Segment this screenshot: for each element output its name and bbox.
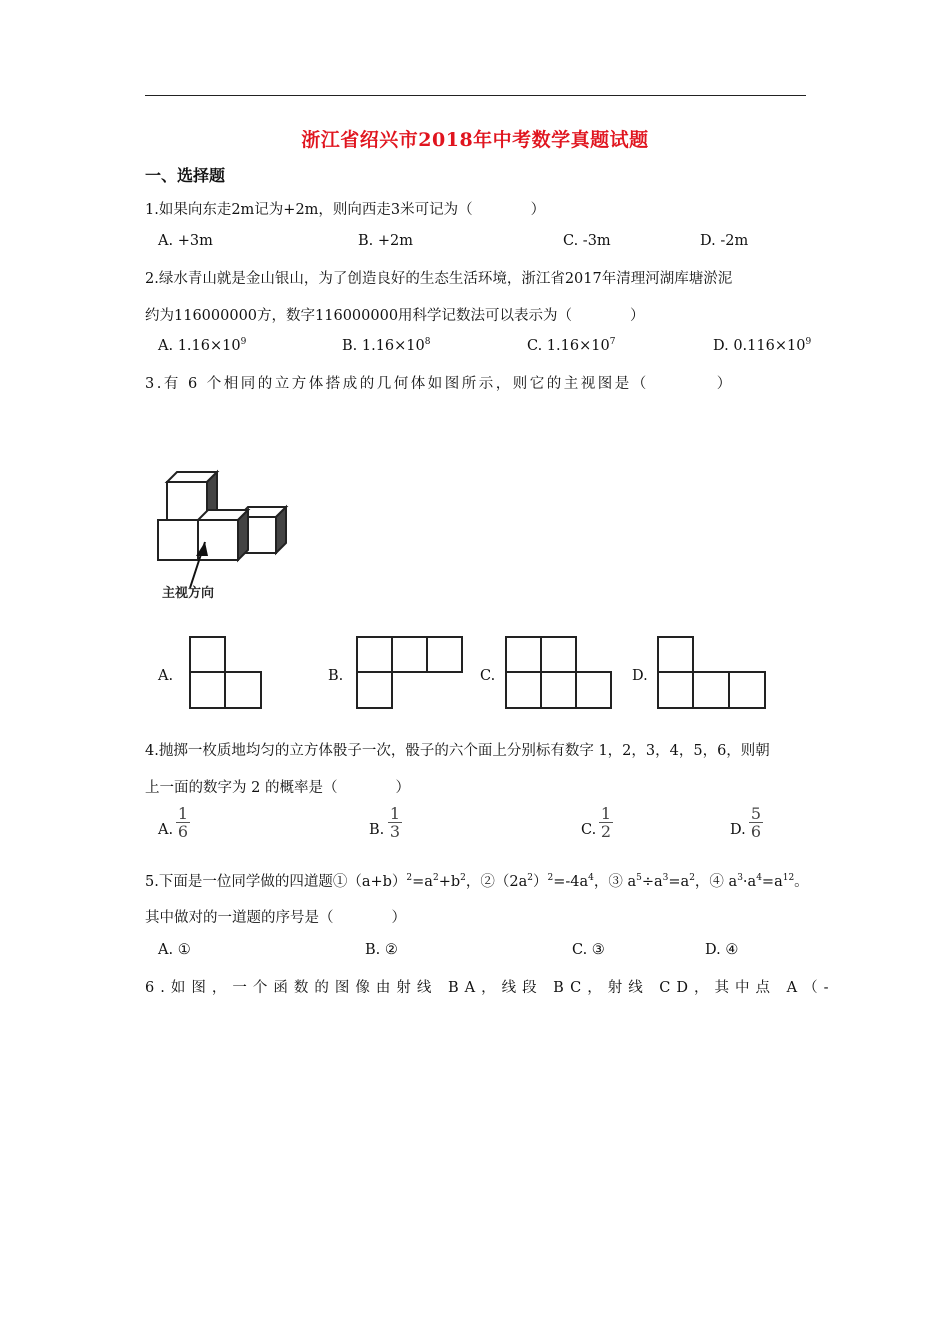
q5-option-b: B. ② — [365, 942, 398, 958]
q4-option-c-fraction: $\frac{1}{2}$ — [600, 804, 612, 841]
q2-option-c: C. $1.16\times 10^7$ — [527, 337, 616, 354]
q3-option-a-figure — [189, 636, 263, 710]
question-1: 1.如果向东走2m记为+2m，则向西走3米可记为（ ） — [145, 202, 546, 218]
question-2-line-1: 2.绿水青山就是金山银山，为了创造良好的生态生活环境，浙江省2017年清理河湖库塘淤泥 — [145, 271, 733, 287]
q5-option-a: A. ① — [158, 942, 191, 958]
q3-option-d-label: D. — [632, 668, 648, 684]
q4-option-a-fraction: $\frac{1}{6}$ — [177, 804, 189, 841]
question-4-line-2: 上一面的数字为 2 的概率是（ ） — [145, 780, 410, 796]
q2-option-a: A. $1.16\times 10^9$ — [158, 337, 247, 354]
q2-option-b: B. $1.16\times 10^8$ — [342, 337, 431, 354]
q2-option-d: D. $0.116\times 10^9$ — [713, 337, 812, 354]
question-5-line-2: 其中做对的一道题的序号是（ ） — [145, 910, 406, 926]
page-title: 浙江省绍兴市2018年中考数学真题试题 — [301, 129, 649, 151]
q4-option-d-label: D. — [730, 822, 746, 838]
question-4-line-1: 4.抛掷一枚质地均匀的立方体骰子一次，骰子的六个面上分别标有数字 1，2，3，4，5，6，则朝 — [145, 743, 770, 759]
q3-option-b-figure — [356, 636, 464, 710]
q3-option-b-label: B. — [328, 668, 344, 684]
view-direction-caption: 主视方向 — [162, 586, 215, 601]
q3-option-c-figure — [505, 636, 613, 710]
q4-option-b-fraction: $\frac{1}{3}$ — [389, 804, 401, 841]
question-5-line-1: 5.下面是一位同学做的四道题$①(a+b)^2=a^2+b^2$，$②(2a^2)^2=-4a^4$，③ $a^5\div a^3=a^2$，④ $a^3\cdot a^4=a^{12}$。 — [145, 873, 809, 890]
q4-option-b-label: B. — [369, 822, 385, 838]
q3-option-d-figure — [657, 636, 767, 710]
q4-option-a-label: A. — [158, 822, 174, 838]
question-3: 3.有 6 个相同的立方体搭成的几何体如图所示，则它的主视图是（ ） — [145, 376, 734, 392]
q1-option-c: C. -3m — [563, 233, 611, 249]
q1-option-b: B. +2m — [358, 233, 413, 249]
section-heading: 一、选择题 — [145, 166, 226, 185]
header-rule — [145, 95, 806, 96]
question-2-line-2: 约为116000000方，数字116000000用科学记数法可以表示为（ ） — [145, 308, 645, 324]
q1-option-d: D. -2m — [700, 233, 749, 249]
q4-option-d-fraction: $\frac{5}{6}$ — [750, 804, 762, 841]
q5-option-c: C. ③ — [572, 942, 605, 958]
q4-option-c-label: C. — [581, 822, 597, 838]
cube-solid-figure — [150, 470, 295, 605]
question-6: 6.如图，一个函数的图像由射线 BA，线段 BC，射线 CD，其中点 A（- — [145, 980, 835, 996]
q3-option-a-label: A. — [158, 668, 174, 684]
q1-option-a: A. +3m — [158, 233, 213, 249]
q3-option-c-label: C. — [480, 668, 496, 684]
q5-option-d: D. ④ — [705, 942, 739, 958]
